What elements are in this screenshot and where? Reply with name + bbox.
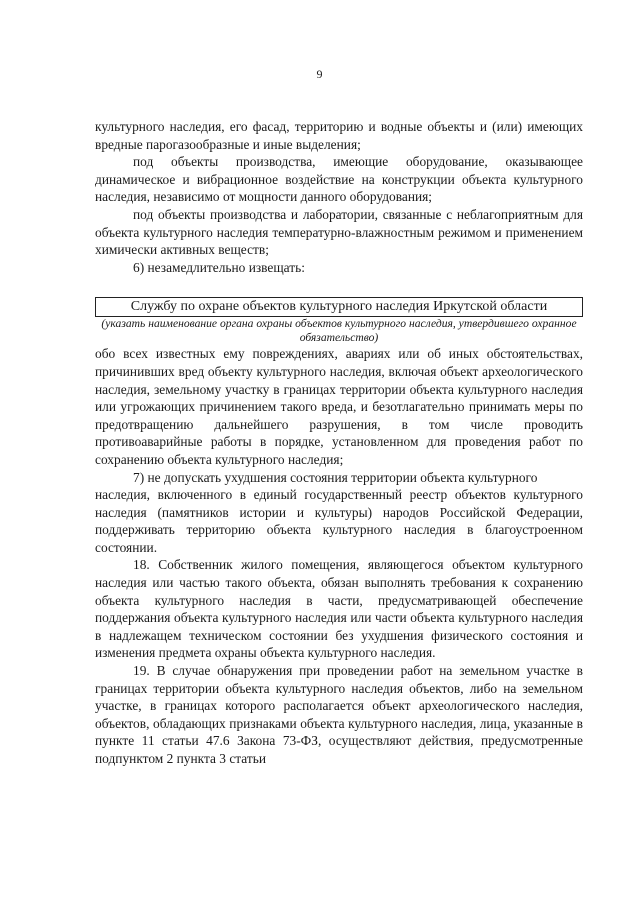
- paragraph-item-7-start: 7) не допускать ухудшения состояния территории объекта культурного: [133, 469, 538, 485]
- page-number: 9: [316, 67, 323, 81]
- paragraph-vapor-emissions: культурного наследия, его фасад, территорию и водные объекты и (или) имеющих вредные парогазообразные и иные выделения;: [95, 119, 583, 152]
- paragraph-section-18: 18. Собственник жилого помещения, являющегося объектом культурного наследия или частью такого объекта, обязан выполнять требования к сохранению объекта культурного наследия в части, предусматривающей обеспечение поддержания объекта культурного наследия или части объекта культурного наследия в надлежащем техническом состоянии без ухудшения физического состояния и изменения предмета охраны объекта культурного наследия.: [95, 557, 583, 661]
- paragraph-vibration-equipment: под объекты производства, имеющие оборудование, оказывающее динамическое и вибрационное воздействие на конструкции объекта культурного наследия, независимо от мощности данного оборудования;: [95, 154, 583, 205]
- paragraph-laboratories: под объекты производства и лаборатории, связанные с неблагоприятным для объекта культурного наследия температурно-влажностным режимом и применением химически активных веществ;: [95, 206, 583, 258]
- authority-name-box: Службу по охране объектов культурного наследия Иркутской области: [95, 297, 583, 317]
- paragraph-notify-item-6: 6) незамедлительно извещать:: [133, 259, 305, 275]
- paragraph-section-19: 19. В случае обнаружения при проведении работ на земельном участке в границах территории объекта культурного наследия объектов, либо на земельном участке, в границах которого располагается объект археологического наследия, объектов, обладающих признаками объекта культурного наследия, лица, указанные в пункте 11 статьи 47.6 Закона 73-ФЗ, осуществляют действия, предусмотренные подпунктом 2 пункта 3 статьи: [95, 663, 583, 766]
- authority-note: (указать наименование органа охраны объектов культурного наследия, утвердившего охранное обязательство): [101, 317, 577, 345]
- document-body: [95, 118, 583, 768]
- paragraph-damage-report: обо всех известных ему повреждениях, авариях или об иных обстоятельствах, причинивших вред объекту культурного наследия, включая объект археологического наследия, земельному участку в границах территории объекта культурного наследия или угрожающих причинением такого вреда, и безотлагательно принимать меры по предотвращению дальнейшего разрушения, в том числе проводить противоаварийные работы в порядке, установленном для проведения работ по сохранению объекта культурного наследия;: [95, 346, 583, 467]
- paragraph-item-7-continued: наследия, включенного в единый государственный реестр объектов культурного наследия (памятников истории и культуры) народов Российской Федерации, поддерживать территорию объекта культурного наследия в благоустроенном состоянии.: [95, 487, 583, 555]
